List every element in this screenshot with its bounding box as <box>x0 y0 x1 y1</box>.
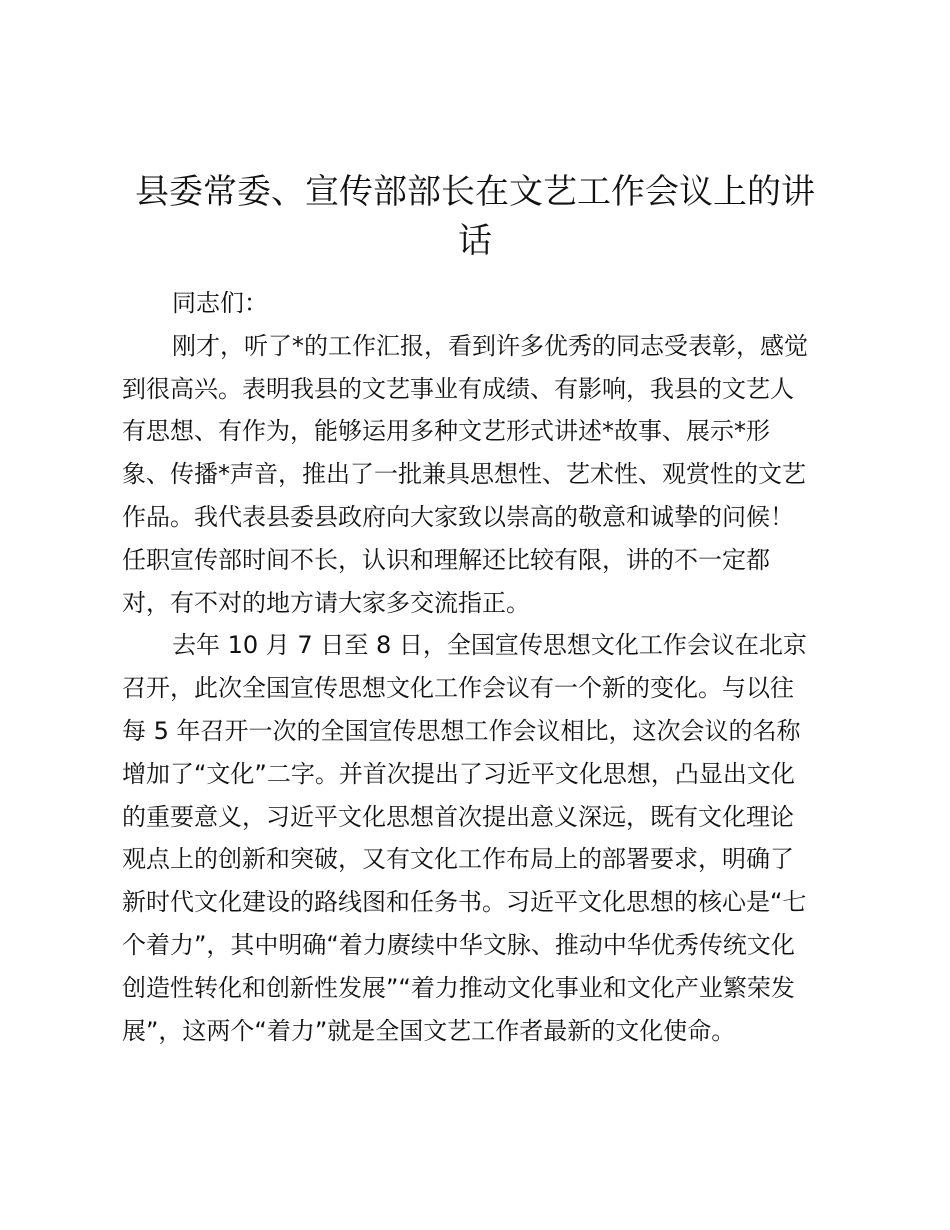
text-line: 新时代文化建设的路线图和任务书。习近平文化思想的核心是“七 <box>122 888 807 917</box>
text-line: 对，有不对的地方请大家多交流指正。 <box>122 588 530 617</box>
text-line: 去年 10 月 7 日至 8 日，全国宣传思想文化工作会议在北京 <box>172 631 807 660</box>
text-line: 到很高兴。表明我县的文艺事业有成绩、有影响，我县的文艺人 <box>122 374 794 403</box>
text-line: 观点上的创新和突破，又有文化工作布局上的部署要求，明确了 <box>122 845 794 874</box>
document-body <box>122 282 834 1052</box>
text-line: 作品。我代表县委县政府向大家致以崇高的敬意和诚挚的问候！ <box>122 502 794 531</box>
title-line: 话 <box>458 221 492 261</box>
paragraph-1 <box>122 325 834 625</box>
text-line: 展”，这两个“着力”就是全国文艺工作者最新的文化使命。 <box>122 1016 736 1045</box>
title-line: 县委常委、宣传部部长在文艺工作会议上的讲 <box>135 172 815 212</box>
text-line: 任职宣传部时间不长，认识和理解还比较有限，讲的不一定都 <box>122 545 770 574</box>
text-line: 创造性转化和创新性发展”“着力推动文化事业和文化产业繁荣发 <box>122 973 795 1002</box>
text-line: 每 5 年召开一次的全国宣传思想工作会议相比，这次会议的名称 <box>122 716 801 745</box>
document-title <box>120 168 830 266</box>
text-line: 有思想、有作为，能够运用多种文艺形式讲述*故事、展示*形 <box>122 417 770 446</box>
salutation-paragraph <box>122 282 834 325</box>
text-line: 刚才，听了*的工作汇报，看到许多优秀的同志受表彰，感觉 <box>172 331 808 360</box>
text-line: 象、传播*声音，推出了一批兼具思想性、艺术性、观赏性的文艺 <box>122 460 806 489</box>
text-line: 召开，此次全国宣传思想文化工作会议有一个新的变化。与以往 <box>122 674 794 703</box>
text-line: 个着力”，其中明确“着力赓续中华文脉、推动中华优秀传统文化 <box>122 930 795 959</box>
paragraph-2 <box>122 624 834 1052</box>
salutation: 同志们： <box>172 289 268 317</box>
text-line: 增加了“文化”二字。并首次提出了习近平文化思想，凸显出文化 <box>122 759 795 788</box>
text-line: 的重要意义，习近平文化思想首次提出意义深远，既有文化理论 <box>122 802 794 831</box>
